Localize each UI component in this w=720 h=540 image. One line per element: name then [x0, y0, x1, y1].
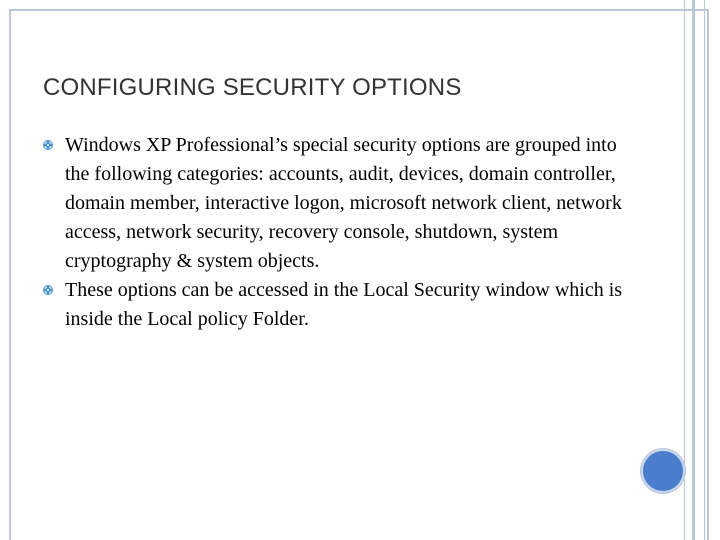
decorative-line	[692, 0, 695, 540]
flower-bullet-icon	[43, 285, 53, 295]
decorative-circle	[641, 449, 685, 493]
bullet-item	[43, 131, 633, 276]
bullet-list	[43, 131, 633, 334]
decorative-line	[684, 0, 685, 540]
flower-bullet-icon	[43, 140, 53, 150]
bullet-item	[43, 276, 633, 334]
bullet-text: These options can be accessed in the Local Security window which is inside the Local policy Folder.	[65, 279, 623, 330]
bullet-text: Windows XP Professional’s special security options are grouped into the following categories: accounts, audit, devices, domain controller, domain member, interactive logon, microsoft network client, network access, network security, recovery console, shutdown, system cryptography & system objects.	[65, 134, 622, 272]
slide-title: CONFIGURING SECURITY OPTIONS	[43, 74, 462, 101]
decorative-line	[704, 0, 705, 540]
